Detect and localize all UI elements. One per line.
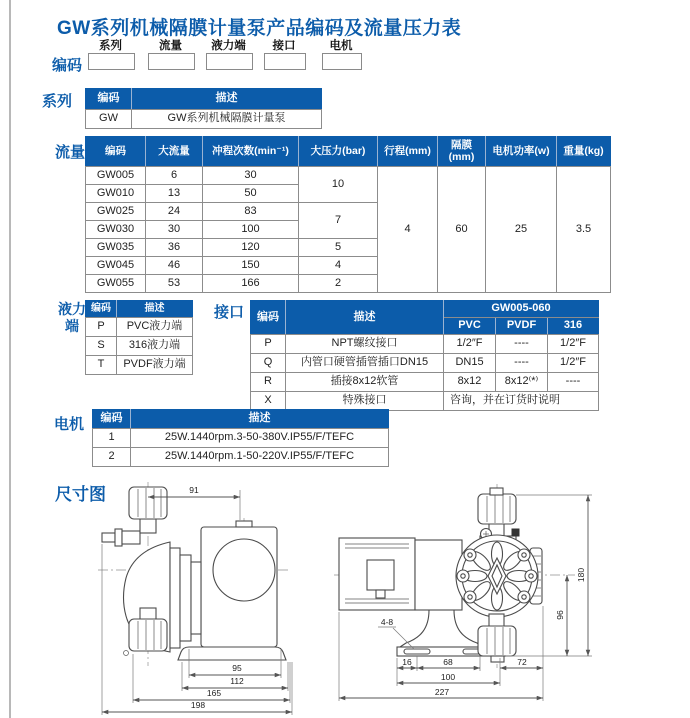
column-header: 重量(kg) bbox=[557, 137, 611, 167]
hydraulic-section-label: 液力端 bbox=[58, 301, 86, 334]
flow-section-label: 流量 bbox=[55, 144, 86, 161]
dimension-label-96: 96 bbox=[555, 610, 565, 620]
flow-code-cell: GW025 bbox=[86, 203, 146, 221]
page-title: GW系列机械隔膜计量泵产品编码及流量压力表 bbox=[57, 18, 462, 39]
hydraulic-code-cell: S bbox=[86, 337, 117, 356]
flow-code-cell: GW055 bbox=[86, 275, 146, 293]
cable-gland bbox=[376, 590, 385, 598]
interface-section-label: 接口 bbox=[214, 304, 245, 321]
flow-rate-cell: 53 bbox=[146, 275, 203, 293]
column-header: 编码 bbox=[86, 301, 117, 318]
flow-row bbox=[86, 167, 611, 185]
valve-neck bbox=[489, 614, 504, 627]
coding-field-label-flow: 流量 bbox=[159, 40, 182, 52]
motor-table bbox=[92, 409, 389, 467]
coding-field-label-interface: 接口 bbox=[272, 40, 296, 52]
interface-code-cell: X bbox=[251, 392, 286, 411]
interface-pvc-cell: 1/2″F bbox=[444, 335, 496, 354]
hydraulic-row bbox=[86, 318, 193, 337]
flow-stroke-mm-cell: 4 bbox=[378, 167, 438, 293]
dimension-label-4-8: 4-8 bbox=[380, 617, 394, 627]
drain-bolt bbox=[124, 651, 129, 656]
flow-weight-cell: 3.5 bbox=[557, 167, 611, 293]
flow-pressure-cell: 7 bbox=[299, 203, 378, 239]
motor-code-cell: 1 bbox=[93, 429, 131, 448]
column-header: 编码 bbox=[86, 89, 132, 110]
coding-field-label-hydraulic: 液力端 bbox=[211, 40, 246, 52]
motor-header-row bbox=[93, 410, 389, 429]
motor-section-label: 电机 bbox=[54, 416, 85, 433]
injection-fitting bbox=[102, 533, 115, 542]
hydraulic-code-cell: T bbox=[86, 356, 117, 375]
fitting-body bbox=[122, 531, 140, 544]
dimension-label-112: 112 bbox=[230, 676, 244, 686]
pump-base bbox=[178, 647, 286, 660]
flow-stroke-cell: 120 bbox=[203, 239, 299, 257]
column-header: 行程(mm) bbox=[378, 137, 438, 167]
coding-box-motor bbox=[322, 53, 362, 70]
flow-table bbox=[85, 136, 611, 293]
coding-box-hydraulic bbox=[206, 53, 253, 70]
flow-pressure-cell: 4 bbox=[299, 257, 378, 275]
dimension-label-16: 16 bbox=[402, 657, 412, 667]
hydraulic-desc-cell: PVDF液力端 bbox=[117, 356, 193, 375]
flow-rate-cell: 6 bbox=[146, 167, 203, 185]
column-header: 大流量 bbox=[146, 137, 203, 167]
hydraulic-end-table bbox=[85, 300, 193, 375]
interface-pvdf-cell: 8x12⁽*⁾ bbox=[496, 373, 548, 392]
hydraulic-row bbox=[86, 337, 193, 356]
head-flange bbox=[170, 548, 180, 648]
pump-front-view-drawing bbox=[330, 478, 690, 718]
flow-rate-cell: 36 bbox=[146, 239, 203, 257]
interface-header-row bbox=[251, 301, 599, 318]
motor-row bbox=[93, 448, 389, 467]
interface-row bbox=[251, 354, 599, 373]
flow-power-cell: 25 bbox=[486, 167, 557, 293]
valve-neck bbox=[140, 519, 156, 533]
flow-rate-cell: 46 bbox=[146, 257, 203, 275]
head-flange bbox=[180, 555, 191, 641]
column-header: 电机功率(w) bbox=[486, 137, 557, 167]
hydraulic-desc-cell: 316液力端 bbox=[117, 337, 193, 356]
interface-desc-cell: NPT螺纹接口 bbox=[286, 335, 444, 354]
flow-stroke-cell: 30 bbox=[203, 167, 299, 185]
interface-316-cell: ---- bbox=[548, 373, 599, 392]
motor-desc-cell: 25W.1440rpm.3-50-380V.IP55/F/TEFC bbox=[131, 429, 389, 448]
interface-316-cell: 1/2″F bbox=[548, 354, 599, 373]
interface-code-cell: P bbox=[251, 335, 286, 354]
terminal-box bbox=[367, 560, 394, 590]
dimension-label-180: 180 bbox=[576, 567, 586, 583]
motor-code-cell: 2 bbox=[93, 448, 131, 467]
valve-cap bbox=[490, 488, 503, 495]
interface-code-cell: R bbox=[251, 373, 286, 392]
dimension-label-91: 91 bbox=[189, 485, 199, 495]
column-header: 编码 bbox=[93, 410, 131, 429]
coding-box-interface bbox=[264, 53, 306, 70]
interface-note-cell: 咨询，并在订货时说明 bbox=[444, 392, 599, 411]
valve-neck bbox=[140, 608, 156, 620]
interface-row bbox=[251, 373, 599, 392]
column-header: 描述 bbox=[132, 89, 322, 110]
flow-code-cell: GW035 bbox=[86, 239, 146, 257]
dimension-label-227: 227 bbox=[434, 687, 450, 697]
pump-bracket bbox=[415, 540, 462, 610]
series-header-row bbox=[86, 89, 322, 110]
flow-pressure-cell: 2 bbox=[299, 275, 378, 293]
dimension-section-label: 尺寸图 bbox=[55, 485, 106, 504]
flow-stroke-cell: 100 bbox=[203, 221, 299, 239]
flow-rate-cell: 24 bbox=[146, 203, 203, 221]
vent-plug bbox=[512, 529, 519, 536]
column-header: 编码 bbox=[251, 301, 286, 335]
mounting-slot bbox=[404, 649, 430, 654]
series-row bbox=[86, 110, 322, 129]
series-section-label: 系列 bbox=[42, 93, 73, 110]
column-header: 冲程次数(min⁻¹) bbox=[203, 137, 299, 167]
column-header: 描述 bbox=[131, 410, 389, 429]
flow-stroke-cell: 166 bbox=[203, 275, 299, 293]
page-left-border bbox=[9, 0, 11, 718]
dimension-label-100: 100 bbox=[440, 672, 456, 682]
flow-code-cell: GW005 bbox=[86, 167, 146, 185]
interface-table bbox=[250, 300, 599, 411]
dimension-label-165: 165 bbox=[206, 688, 222, 698]
column-header: 316 bbox=[548, 318, 599, 335]
column-header-group: GW005-060 bbox=[444, 301, 599, 318]
interface-desc-cell: 内管口硬管插管插口DN15 bbox=[286, 354, 444, 373]
column-header: 大压力(bar) bbox=[299, 137, 378, 167]
interface-pvc-cell: 8x12 bbox=[444, 373, 496, 392]
hydraulic-header-row bbox=[86, 301, 193, 318]
valve-cap bbox=[491, 656, 504, 662]
series-desc-cell: GW系列机械隔膜计量泵 bbox=[132, 110, 322, 129]
flow-pressure-cell: 5 bbox=[299, 239, 378, 257]
flow-code-cell: GW010 bbox=[86, 185, 146, 203]
flow-stroke-cell: 50 bbox=[203, 185, 299, 203]
dimension-label-95: 95 bbox=[232, 663, 242, 673]
interface-row bbox=[251, 335, 599, 354]
coding-box-flow bbox=[148, 53, 195, 70]
interface-desc-cell: 特殊接口 bbox=[286, 392, 444, 411]
pump-side-view-drawing bbox=[92, 478, 357, 718]
column-header: 编码 bbox=[86, 137, 146, 167]
dimension-label-198: 198 bbox=[190, 700, 206, 710]
coding-field-label-motor: 电机 bbox=[329, 40, 353, 52]
column-header: 隔膜(mm) bbox=[438, 137, 486, 167]
flow-code-cell: GW045 bbox=[86, 257, 146, 275]
hydraulic-code-cell: P bbox=[86, 318, 117, 337]
motor-desc-cell: 25W.1440rpm.1-50-220V.IP55/F/TEFC bbox=[131, 448, 389, 467]
interface-pvc-cell: DN15 bbox=[444, 354, 496, 373]
column-header: PVC bbox=[444, 318, 496, 335]
series-table bbox=[85, 88, 322, 129]
interface-code-cell: Q bbox=[251, 354, 286, 373]
interface-316-cell: 1/2″F bbox=[548, 335, 599, 354]
flow-rate-cell: 13 bbox=[146, 185, 203, 203]
interface-pvdf-cell: ---- bbox=[496, 354, 548, 373]
pedestal bbox=[400, 610, 429, 647]
dimension-label-72: 72 bbox=[517, 657, 527, 667]
coding-box-series bbox=[88, 53, 135, 70]
fitting-flange bbox=[115, 529, 122, 546]
motor-row bbox=[93, 429, 389, 448]
coding-field-label-series: 系列 bbox=[99, 40, 122, 52]
flow-header-row bbox=[86, 137, 611, 167]
head-spacer bbox=[191, 562, 201, 634]
column-header: PVDF bbox=[496, 318, 548, 335]
flow-code-cell: GW030 bbox=[86, 221, 146, 239]
dimension-label-68: 68 bbox=[443, 657, 453, 667]
series-code-cell: GW bbox=[86, 110, 132, 129]
flow-stroke-cell: 150 bbox=[203, 257, 299, 275]
flow-pressure-cell: 10 bbox=[299, 167, 378, 203]
hydraulic-row bbox=[86, 356, 193, 375]
column-header: 描述 bbox=[117, 301, 193, 318]
flow-stroke-cell: 83 bbox=[203, 203, 299, 221]
column-header: 描述 bbox=[286, 301, 444, 335]
filler-cap bbox=[236, 521, 252, 527]
flow-rate-cell: 30 bbox=[146, 221, 203, 239]
interface-pvdf-cell: ---- bbox=[496, 335, 548, 354]
flow-diaphragm-cell: 60 bbox=[438, 167, 486, 293]
interface-desc-cell: 插接8x12软管 bbox=[286, 373, 444, 392]
coding-section-label: 编码 bbox=[52, 57, 83, 74]
hydraulic-desc-cell: PVC液力端 bbox=[117, 318, 193, 337]
motor-fan-cover bbox=[213, 539, 275, 601]
interface-row bbox=[251, 392, 599, 411]
